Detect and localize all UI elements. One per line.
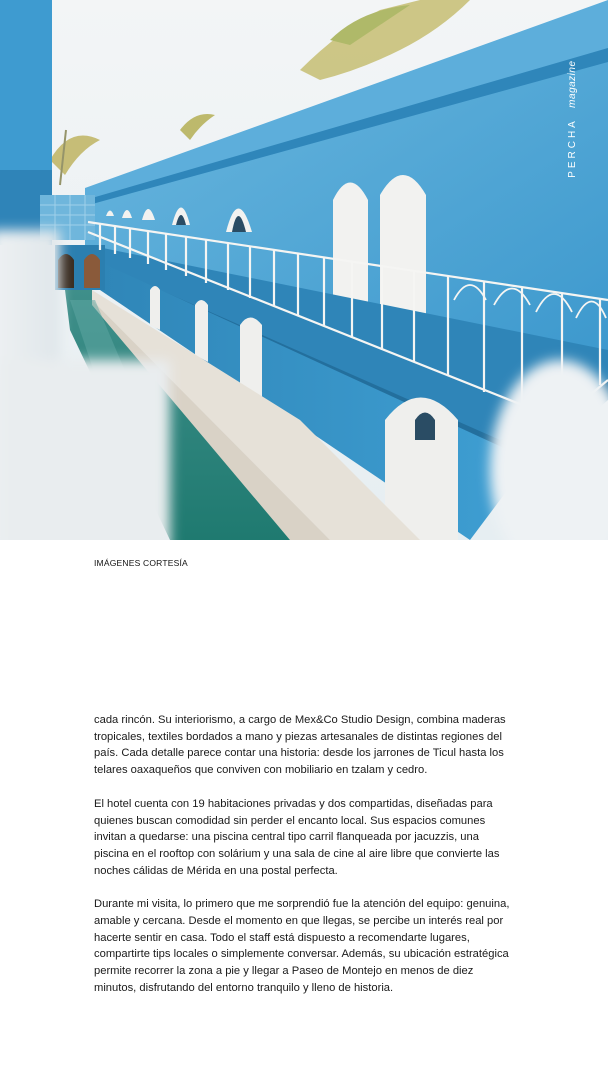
article-paragraph: cada rincón. Su interiorismo, a cargo de Mex&Co Studio Design, combina maderas tropicales, textiles bordados a mano y piezas artesanales de distintas regiones del país. Cada detalle parece contar una historia: desde los jarrones de Ticul hasta los telares oaxaqueños que conviven con mobiliario en tzalam y cedro.: [94, 714, 506, 777]
article-body: [94, 712, 510, 1014]
brand-watermark: [567, 60, 578, 178]
photo-credit-caption: IMÁGENES CORTESÍA: [94, 558, 188, 568]
brand-suffix: magazine: [567, 60, 578, 108]
brand-name: PERCHA: [567, 118, 578, 178]
article-paragraph: Durante mi visita, lo primero que me sorprendió fue la atención del equipo: genuina, amable y cercana. Desde el momento en que llegas, se percibe un interés real por hacerte sentir en casa. Todo el staff está dispuesto a recomendarte lugares, compartirte tips locales o simplemente conversar. Además, su ubicación estratégica permite recorrer la zona a pie y llegar a Paseo de Montejo en menos de diez minutos, disfrutando del entorno tranquilo y lleno de historia.: [94, 898, 510, 994]
article-paragraph: El hotel cuenta con 19 habitaciones privadas y dos compartidas, diseñadas para quienes buscan comodidad sin perder el encanto local. Sus espacios comunes invitan a quedarse: una piscina central tipo carril flanqueada por jacuzzis, una piscina en el rooftop con solárium y una sala de cine al aire libre que convierte las noches cálidas de Mérida en una postal perfecta.: [94, 797, 500, 877]
